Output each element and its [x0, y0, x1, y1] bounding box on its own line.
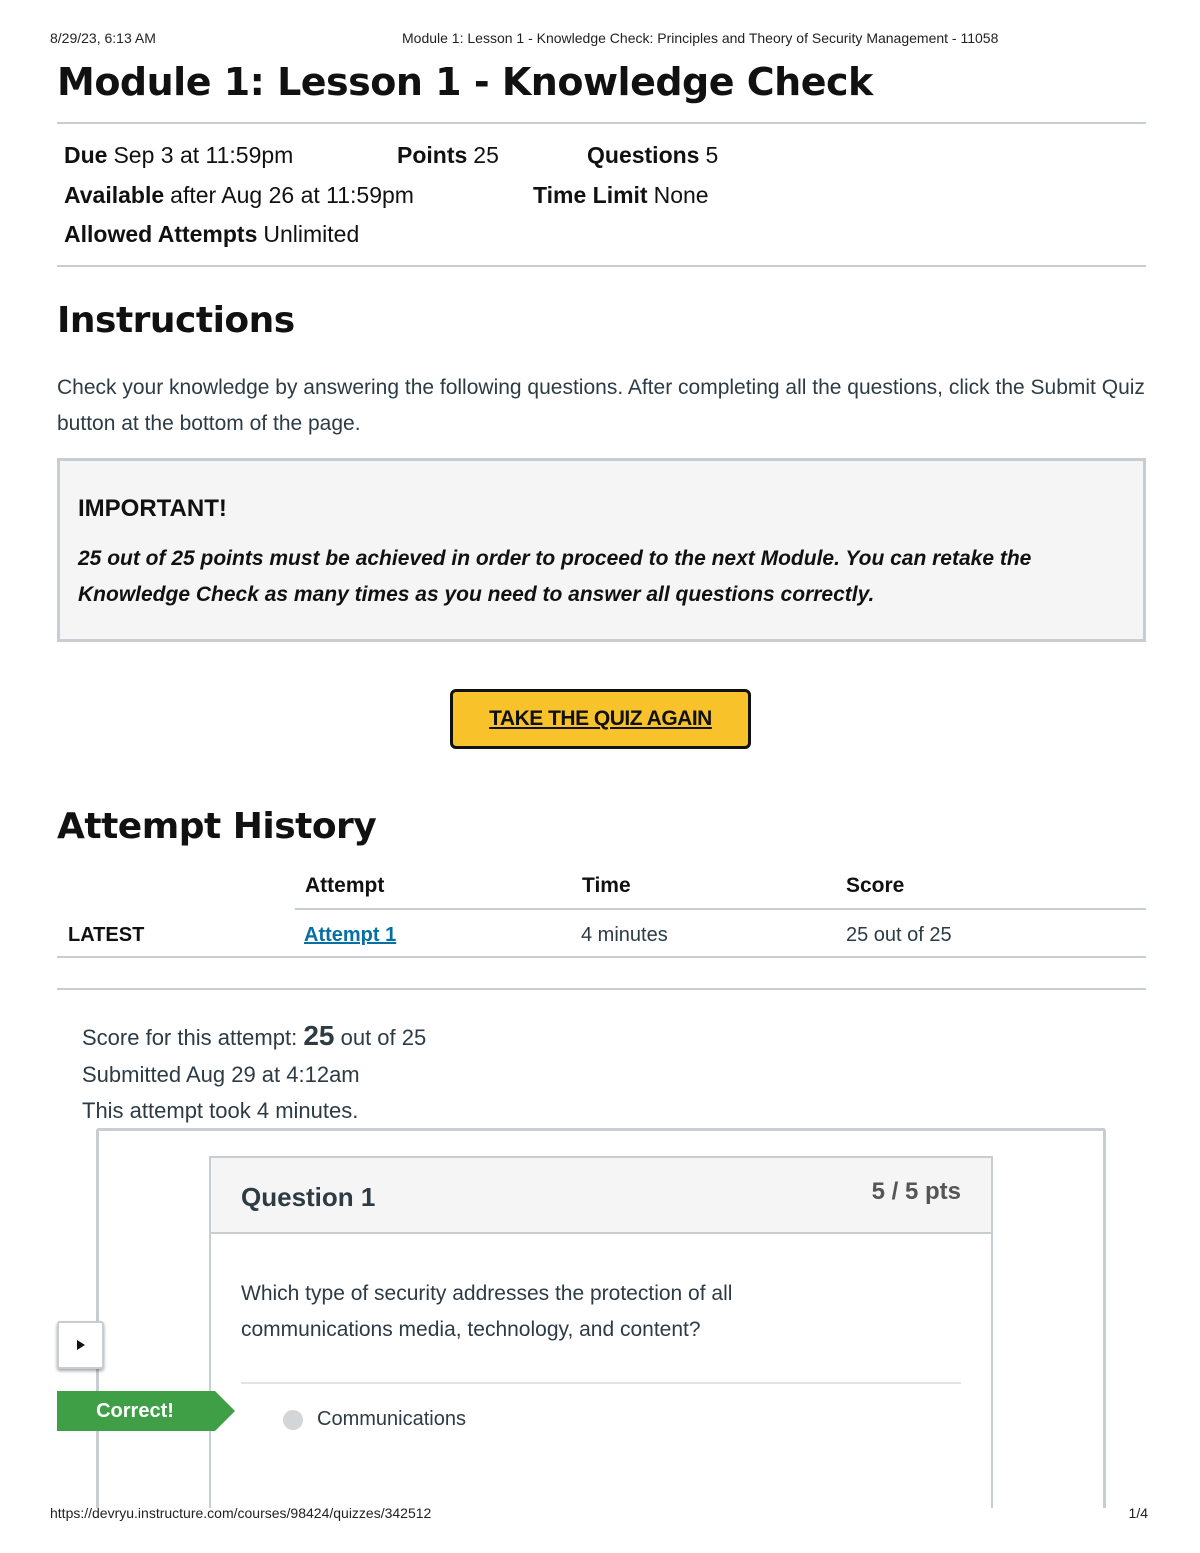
question-text: Which type of security addresses the protection of all communications media, technology, and content?	[241, 1282, 733, 1341]
due-label: Due	[64, 142, 108, 168]
correct-flag-tip	[215, 1391, 235, 1431]
latest-label: LATEST	[68, 924, 145, 946]
quiz-allowed-attempts	[64, 221, 359, 248]
available-label: Available	[64, 182, 165, 208]
attempt-duration: This attempt took 4 minutes.	[82, 1098, 359, 1123]
score-summary	[82, 1020, 426, 1052]
instructions-text: Check your knowledge by answering the following questions. After completing all the questions, click the Submit Quiz button at the bottom of the page.	[57, 376, 1145, 435]
important-heading: IMPORTANT!	[78, 495, 227, 522]
attempt-history-heading: Attempt History	[57, 806, 377, 847]
questions-label: Questions	[587, 142, 700, 168]
questions-value: 5	[705, 142, 719, 168]
due-value: Sep 3 at 11:59pm	[113, 142, 294, 168]
attempts-label: Allowed Attempts	[64, 221, 258, 247]
divider	[57, 988, 1146, 990]
page-title: Module 1: Lesson 1 - Knowledge Check	[57, 60, 873, 104]
print-header	[50, 30, 1150, 48]
take-quiz-again-button[interactable]: TAKE THE QUIZ AGAIN	[450, 689, 751, 749]
question-points: 5 / 5 pts	[871, 1178, 961, 1205]
time-limit-label: Time Limit	[533, 182, 648, 208]
question-title: Question 1	[241, 1182, 376, 1212]
print-doc-title: Module 1: Lesson 1 - Knowledge Check: Principles and Theory of Security Management - 11058	[402, 30, 999, 46]
attempt-1-link[interactable]: Attempt 1	[304, 924, 397, 946]
radio-button[interactable]	[283, 1410, 303, 1430]
quiz-due	[64, 142, 293, 169]
answer-label: Communications	[317, 1408, 466, 1430]
answer-option[interactable]	[283, 1408, 466, 1431]
question-card	[209, 1156, 993, 1508]
important-callout	[57, 458, 1146, 642]
play-triangle-icon[interactable]	[57, 1321, 104, 1369]
attempts-value: Unlimited	[263, 221, 360, 247]
correct-flag-label: Correct!	[96, 1399, 174, 1422]
score-value: 25	[303, 1020, 335, 1051]
column-header-score: Score	[846, 874, 905, 897]
quiz-available	[64, 182, 414, 209]
submitted-time: Submitted Aug 29 at 4:12am	[82, 1062, 360, 1087]
score-suffix: out of 25	[340, 1025, 427, 1050]
divider	[57, 122, 1146, 124]
play-triangle-glyph	[76, 1339, 86, 1351]
print-page-number: 1/4	[1128, 1505, 1148, 1521]
table-bottom-rule	[57, 956, 1146, 958]
quiz-points	[397, 142, 499, 169]
print-datetime: 8/29/23, 6:13 AM	[50, 30, 156, 46]
quiz-time-limit	[533, 182, 709, 209]
score-prefix: Score for this attempt:	[82, 1025, 298, 1050]
attempt-time: 4 minutes	[581, 924, 668, 946]
quiz-questions	[587, 142, 718, 169]
time-limit-value: None	[653, 182, 709, 208]
correct-flag	[57, 1391, 235, 1431]
important-text: 25 out of 25 points must be achieved in order to proceed to the next Module. You can retake the Knowledge Check as many times as you need to answer all questions correctly.	[78, 547, 1032, 606]
divider	[57, 265, 1146, 267]
column-header-attempt: Attempt	[305, 874, 385, 897]
question-header	[211, 1158, 991, 1234]
attempt-score: 25 out of 25	[846, 924, 952, 946]
column-header-time: Time	[582, 874, 631, 897]
points-label: Points	[397, 142, 468, 168]
print-url: https://devryu.instructure.com/courses/98424/quizzes/342512	[50, 1505, 432, 1521]
points-value: 25	[473, 142, 499, 168]
question-divider	[241, 1382, 961, 1384]
print-footer	[50, 1505, 1148, 1523]
available-value: after Aug 26 at 11:59pm	[170, 182, 414, 208]
table-header-rule	[295, 908, 1146, 910]
instructions-heading: Instructions	[57, 300, 295, 341]
